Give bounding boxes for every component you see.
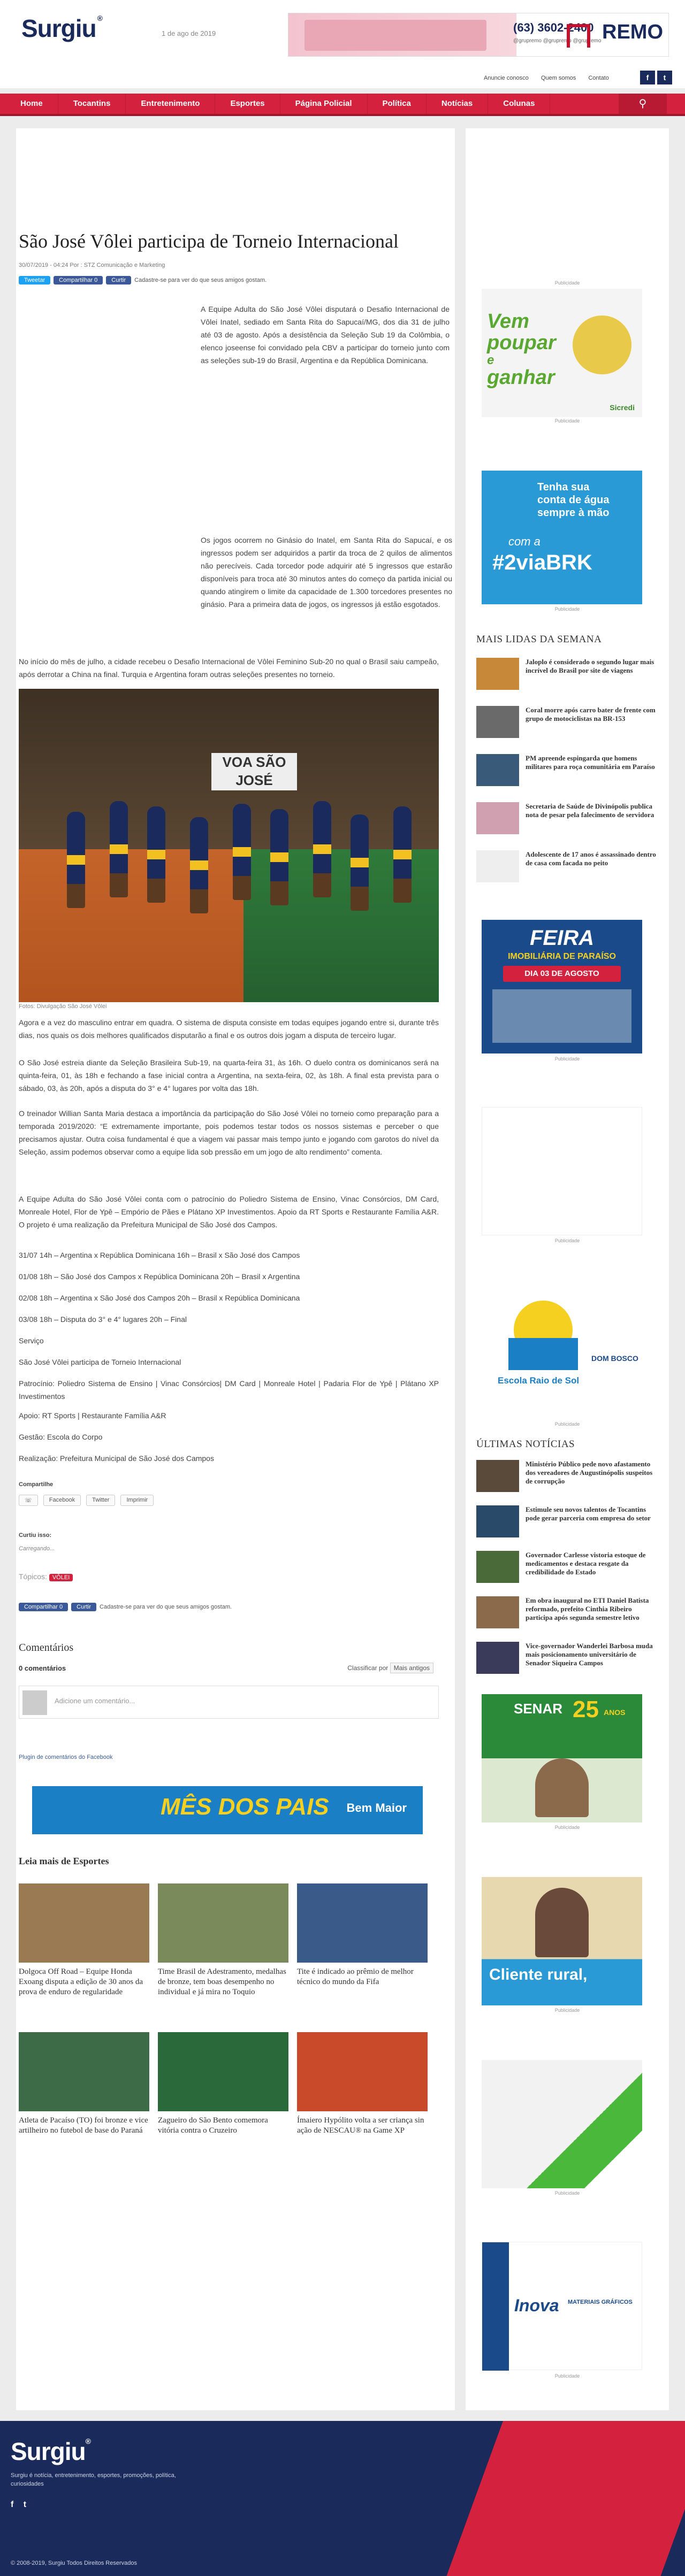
mais-lidas-text[interactable]: Secretaria de Saúde de Divinópolis publica nota de pesar pela falecimento de servidora <box>526 802 654 819</box>
pub-label: Publicidade <box>554 2008 580 2013</box>
print-button[interactable]: Imprimir <box>120 1495 154 1506</box>
ultimas-thumb <box>476 1642 519 1674</box>
topics-label: Tópicos: <box>19 1572 47 1581</box>
article-meta: 30/07/2019 - 04:24 Por : STZ Comunicação e Marketing <box>19 262 165 268</box>
patrocinio: Patrocínio: Poliedro Sistema de Ensino | Vinac Consórcios| DM Card | Monreale Hotel | Padaria Flor de Ypê | Plátano XP Investimentos <box>19 1379 439 1401</box>
cliente-rural-ad[interactable] <box>482 1877 642 2005</box>
related-card[interactable] <box>297 1883 428 1987</box>
photo-player <box>110 801 128 897</box>
article-paragraph-3: No início do mês de julho, a cidade recebeu o Desafio Internacional de Vôlei Feminino Sub-20 no qual o Brasil saiu campeão, após derrotar a China na final. Turquia e Argentina foram outras seleções presentes no torneio. <box>19 657 439 679</box>
mais-lidas-thumb <box>476 658 519 690</box>
sicredi-brand: Sicredi <box>610 403 635 412</box>
photo-player <box>233 804 251 900</box>
fb-comments-plugin[interactable]: Plugin de comentários do Facebook <box>19 1754 113 1760</box>
brk-tag: #2viaBRK <box>492 551 592 574</box>
article-paragraph-4: Agora e a vez do masculino entrar em quadra. O sistema de disputa consiste em todas equipes jogando entre si, durante três dias, nos quais os dois melhores qualificados disputarão a final e os outros dois jogam a disputa de terceiro lugar. <box>19 1018 439 1040</box>
ad-social: @grupremo @grupremo @grupremo <box>513 38 602 44</box>
fb-like-button-bottom[interactable]: Curtir <box>71 1603 96 1611</box>
ultimas-text[interactable]: Vice-governador Wanderlei Barbosa muda mais posicionamento universitário de Senador Siqueira Campos <box>526 1642 653 1667</box>
ultimas-title: ÚLTIMAS NOTÍCIAS <box>476 1439 575 1450</box>
fb-share-button[interactable]: Compartilhar 0 <box>54 276 103 284</box>
mais-lidas-text[interactable]: Jaloplo é considerado o segundo lugar mais incrível do Brasil por site de viagens <box>526 658 654 674</box>
footer-description: Surgiu é notícia, entretenimento, esportes, promoções, política, curiosidades <box>11 2472 176 2487</box>
farmer-photo <box>535 1888 589 1957</box>
article-paragraph-7: A Equipe Adulta do São José Vôlei conta com o patrocínio do Poliedro Sistema de Ensino, Vinac Consórcios, DM Card, Monreale Hotel, Flor de Ypê – Empório de Pães e Plátano XP Investimentos. Apoio da RT Sports e Restaurante Família A&R. O projeto é uma realização da Prefeitura Municipal de São José dos Campos. <box>19 1195 439 1229</box>
related-thumb <box>297 2032 428 2111</box>
mais-lidas-item[interactable] <box>476 706 658 738</box>
brk-line3: sempre à mão <box>537 507 610 519</box>
feira-ad[interactable] <box>482 920 642 1054</box>
nav-noticias[interactable]: Notícias <box>427 94 488 114</box>
sicredi-line3: e <box>487 353 494 367</box>
gestao: Gestão: Escola do Corpo <box>19 1433 103 1441</box>
ad-image <box>305 20 486 51</box>
ad-brand: REMO <box>602 21 663 43</box>
mais-lidas-thumb <box>476 802 519 834</box>
related-card[interactable] <box>19 1883 149 1997</box>
photo-player <box>147 806 165 903</box>
photo-banner: VOA SÃO JOSÉ <box>211 753 297 790</box>
mais-lidas-item[interactable] <box>476 658 658 690</box>
photo-player <box>190 817 208 913</box>
cliente-text: Cliente rural, <box>489 1966 588 1983</box>
share-bar-top <box>19 276 267 284</box>
related-card[interactable] <box>158 1883 288 1997</box>
photo-player <box>313 801 331 897</box>
share-twitter-button[interactable]: Twitter <box>86 1495 115 1506</box>
share-icons <box>19 1495 154 1506</box>
share-note: Cadastre-se para ver do que seus amigos gostam. <box>134 277 267 283</box>
footer-twitter-icon[interactable]: t <box>23 2500 27 2509</box>
servico-line: São José Vôlei participa de Torneio Internacional <box>19 1358 181 1366</box>
ultimas-item[interactable] <box>476 1596 658 1628</box>
pub-label: Publicidade <box>554 1238 580 1243</box>
related-thumb <box>158 2032 288 2111</box>
header-links <box>484 75 620 81</box>
related-card[interactable] <box>19 2032 149 2136</box>
related-thumb <box>158 1883 288 1963</box>
brk-line2: conta de água <box>537 494 610 506</box>
footer-copyright: © 2008-2019, Surgiu Todos Direitos Reservados <box>11 2560 137 2566</box>
photo-player <box>67 812 85 908</box>
brk-ad[interactable] <box>482 471 642 604</box>
comments-count: 0 comentários <box>19 1664 66 1672</box>
link-quem-somos[interactable]: Quem somos <box>541 75 576 81</box>
header-social <box>640 71 672 84</box>
related-title[interactable]: Zagueiro do São Bento comemora vitória contra o Cruzeiro <box>158 2116 268 2135</box>
related-title[interactable]: Tite é indicado ao prêmio de melhor técnico do mundo da Fifa <box>297 1967 414 1986</box>
article-photo <box>19 689 439 1002</box>
mais-lidas-text[interactable]: PM apreende espingarda que homens militares para roça comunitária em Paraíso <box>526 754 655 771</box>
pub-label: Publicidade <box>554 2190 580 2196</box>
sort-label: Classificar por <box>347 1664 389 1672</box>
related-card[interactable] <box>158 2032 288 2136</box>
ultimas-thumb <box>476 1505 519 1537</box>
brk-line4: com a <box>508 535 541 548</box>
comments-sort <box>347 1664 433 1672</box>
schedule-2: 01/08 18h – São José dos Campos x República Dominicana 20h – Brasil x Argentina <box>19 1272 300 1281</box>
inova-ad[interactable] <box>482 2242 642 2370</box>
pub-label: Publicidade <box>554 606 580 612</box>
raio-label: Escola Raio de Sol <box>498 1375 580 1386</box>
article-paragraph-5: O São José estreia diante da Seleção Brasileira Sub-19, na quarta-feira 31, às 16h. O duelo contra os dominicanos será na quinta-feira, 01, às 18h e fechando a fase inicial contra a Argentina, na sexta-feira, 02, às 18h. A final esta prevista para o sábado, 03, às 20h, após a disputa do 3° e 4° lugares por volta das 18h. <box>19 1058 439 1093</box>
brk-line1: Tenha sua <box>537 481 590 493</box>
ultimas-item[interactable] <box>476 1551 658 1583</box>
link-contato[interactable]: Contato <box>588 75 609 81</box>
footer-social <box>11 2500 34 2510</box>
inova-stripe <box>482 2242 509 2371</box>
sicredi-ad[interactable] <box>482 289 642 417</box>
comments-title: Comentários <box>19 1642 74 1654</box>
article-intro: A Equipe Adulta do São José Vôlei disputará o Desafio Internacional de Vôlei Inatel, sediado em Santa Rita do Sapucaí/MG, dos dia 31 de julho até 03 de agosto. Após a desistência da Seleção Sub 19 da Colômbia, o elenco joseense foi convidado pela CBV a participar do torneio junto com as seleções sub-19 do Brasil, Argentina e da República Dominicana. <box>201 305 450 365</box>
header <box>0 0 685 88</box>
article-title: São José Vôlei participa de Torneio Internacional <box>19 230 399 252</box>
feira-line2: IMOBILIÁRIA DE PARAÍSO <box>508 952 616 961</box>
school-icon <box>508 1338 578 1370</box>
tweet-button[interactable]: Tweetar <box>19 276 50 284</box>
mais-lidas-text[interactable]: Coral morre após carro bater de frente com grupo de motociclistas na BR-153 <box>526 706 656 722</box>
share-bar-bottom <box>19 1603 232 1611</box>
senar-sub: ANOS <box>604 1708 626 1717</box>
avatar <box>22 1690 47 1715</box>
footer-red-slab <box>446 2421 685 2576</box>
photo-player <box>270 809 288 905</box>
related-thumb <box>19 1883 149 1963</box>
sicredi-line1: Vem <box>487 310 529 333</box>
raio-de-sol-ad[interactable] <box>482 1290 642 1418</box>
pub-label: Publicidade <box>554 280 580 286</box>
nav-colunas[interactable]: Colunas <box>488 94 550 114</box>
inova-brand: Inova <box>514 2296 559 2315</box>
article-column <box>16 128 455 2410</box>
article-paragraph-2: Os jogos ocorrem no Ginásio do Inatel, em Santa Rita do Sapucaí, e os ingressos podem ser adquiridos a partir da troca de 2 quilos de alimentos não perecíveis. Cada torcedor pode adquirir até 5 ingressos que estarão disponíveis para troca até 30 minutos antes do começo da partida inicial ou quando atingirem o limite da capacidade de 1.300 torcedores presentes no ginásio. Para a primeira data de jogos, os ingressos já estão esgotados. <box>201 536 452 609</box>
senar-title: SENAR <box>514 1701 563 1717</box>
loading-text: Carregando... <box>19 1545 55 1552</box>
servico-label: Serviço <box>19 1336 44 1345</box>
ad-phone: (63) 3602-2400 <box>513 21 594 34</box>
comments-box <box>19 1664 439 1705</box>
topics <box>19 1572 73 1581</box>
comment-input[interactable] <box>19 1686 439 1719</box>
mais-lidas-item[interactable] <box>476 802 658 834</box>
mais-lidas-title: MAIS LIDAS DA SEMANA <box>476 634 602 645</box>
schedule-4: 03/08 18h – Disputa do 3° e 4° lugares 20h – Final <box>19 1315 187 1324</box>
ultimas-item[interactable] <box>476 1460 658 1492</box>
feira-houses <box>492 989 631 1043</box>
mais-lidas-thumb <box>476 706 519 738</box>
topic-tag[interactable]: VÔLEI <box>49 1574 73 1581</box>
ultimas-text[interactable]: Ministério Público pede novo afastamento dos vereadores de Augustinópolis suspeitos de corrupção <box>526 1460 653 1485</box>
share-note-bottom: Cadastre-se para ver do que seus amigos gostam. <box>100 1604 232 1610</box>
feira-line1: FEIRA <box>530 926 594 950</box>
sort-select[interactable]: Mais antigos <box>390 1663 433 1673</box>
sicredi-line4: ganhar <box>487 366 555 389</box>
senar-ad[interactable] <box>482 1694 642 1823</box>
dom-bosco: DOM BOSCO <box>591 1354 638 1363</box>
share-label: Compartilhe <box>19 1481 54 1488</box>
photo-player <box>393 806 412 903</box>
site-logo[interactable]: Surgiu ® <box>21 14 102 42</box>
house-icon <box>567 24 590 48</box>
ultimas-thumb <box>476 1460 519 1492</box>
pub-label: Publicidade <box>554 1825 580 1830</box>
related-title[interactable]: Ímaiero Hypólito volta a ser criança sin ação de NESCAU® na Game XP <box>297 2116 424 2135</box>
apoio: Apoio: RT Sports | Restaurante Família A&R <box>19 1411 166 1420</box>
ultimas-item[interactable] <box>476 1642 658 1674</box>
ultimas-text[interactable]: Governador Carlesse vistoria estoque de medicamentos e destaca resgate da credibilidade do Estado <box>526 1551 646 1576</box>
header-date: 1 de ago de 2019 <box>162 29 216 37</box>
fb-like-button[interactable]: Curtir <box>106 276 131 284</box>
ultimas-thumb <box>476 1596 519 1628</box>
blank-ad[interactable] <box>482 1107 642 1235</box>
farmer-illustration <box>535 1758 589 1817</box>
mais-lidas-item[interactable] <box>476 850 658 882</box>
facebook-icon[interactable]: f <box>640 71 655 84</box>
ultimas-text[interactable]: Estimule seu novos talentos de Tocantins pode gerar parceria com empresa do setor <box>526 1505 651 1522</box>
sidebar <box>466 128 669 2410</box>
main-nav <box>0 94 685 116</box>
maes-banner-brand: Bem Maior <box>346 1801 407 1814</box>
maes-banner-text: MÊS DOS PAIS <box>161 1794 329 1820</box>
related-card[interactable] <box>297 2032 428 2136</box>
related-thumb <box>19 2032 149 2111</box>
related-thumb <box>297 1883 428 1963</box>
inova-tag: MATERIAIS GRÁFICOS <box>568 2299 633 2305</box>
pub-label: Publicidade <box>554 2373 580 2379</box>
top-ad-banner[interactable] <box>288 13 669 57</box>
related-title[interactable]: Atleta de Pacaíso (TO) foi bronze e vice artilheiro no futebol de base do Paraná <box>19 2116 148 2135</box>
photo-caption: Fotos: Divulgação São José Vôlei <box>19 1003 107 1010</box>
comment-placeholder: Adicione um comentário... <box>55 1697 135 1705</box>
whatsapp-icon[interactable]: ☏ <box>19 1495 38 1506</box>
ultimas-item[interactable] <box>476 1505 658 1537</box>
pub-label: Publicidade <box>554 418 580 424</box>
intro-image <box>19 303 191 526</box>
pub-label: Publicidade <box>554 1421 580 1427</box>
footer-logo[interactable]: Surgiu® <box>11 2437 90 2465</box>
nav-home[interactable]: Home <box>5 94 58 114</box>
senar-years: 25 <box>573 1696 599 1723</box>
link-anuncie[interactable]: Anuncie conosco <box>484 75 529 81</box>
share-facebook-button[interactable]: Facebook <box>43 1495 81 1506</box>
related-title[interactable]: Dolgoca Off Road – Equipe Honda Exoang disputa a edição de 30 anos da prova de enduro de regularidade <box>19 1967 143 1996</box>
search-icon[interactable]: ⚲ <box>619 94 667 114</box>
nav-politica[interactable]: Política <box>368 94 427 114</box>
realizacao: Realização: Prefeitura Municipal de São José dos Campos <box>19 1454 214 1463</box>
schedule-1: 31/07 14h – Argentina x República Dominicana 16h – Brasil x São José dos Campos <box>19 1251 300 1259</box>
photo-player <box>351 814 369 911</box>
nav-pagina-policial[interactable]: Página Policial <box>280 94 368 114</box>
more-title: Leia mais de Esportes <box>19 1856 109 1866</box>
maes-banner[interactable] <box>32 1786 423 1834</box>
ultimas-thumb <box>476 1551 519 1583</box>
footer <box>0 2421 685 2576</box>
mais-lidas-item[interactable] <box>476 754 658 786</box>
mais-lidas-thumb <box>476 850 519 882</box>
twitter-icon[interactable]: t <box>657 71 672 84</box>
schedule-3: 02/08 18h – Argentina x São José dos Campos 20h – Brasil x República Dominicana <box>19 1294 300 1302</box>
nav-esportes[interactable]: Esportes <box>215 94 280 114</box>
mais-lidas-text[interactable]: Adolescente de 17 anos é assassinado dentro de casa com facada no peito <box>526 850 656 867</box>
green-ad[interactable] <box>482 2060 642 2188</box>
pub-label: Publicidade <box>554 1056 580 1062</box>
footer-facebook-icon[interactable]: f <box>11 2500 14 2509</box>
feira-date: DIA 03 DE AGOSTO <box>503 966 621 982</box>
related-title[interactable]: Time Brasil de Adestramento, medalhas de bronze, tem boas desempenho no individual e já mira no Toquio <box>158 1967 286 1996</box>
coin-icon <box>573 316 631 374</box>
sicredi-line2: poupar <box>487 332 556 354</box>
ultimas-text[interactable]: Em obra inaugural no ETI Daniel Batista reformado, prefeito Cinthia Ribeiro participa após segunda semestre letivo <box>526 1596 649 1621</box>
nav-tocantins[interactable]: Tocantins <box>58 94 126 114</box>
article-paragraph-6: O treinador Willian Santa Maria destaca a importância da participação do São José Vôlei no torneio como preparação para a temporada 2019/2020: “E extremamente importante, pois podemos testar todos os nossos sistemas e perceber o que precisamos ajustar. Outra coisa fundamental é que a viagem vai passar mais tempo junto e jogando com garotos do nível da Seleção, assim podemos observar como a equipe lida sob pressão em um jogo de alto rendimento” comenta. <box>19 1109 439 1156</box>
fb-share-button-bottom[interactable]: Compartilhar 0 <box>19 1603 68 1611</box>
mais-lidas-thumb <box>476 754 519 786</box>
nav-entretenimento[interactable]: Entretenimento <box>126 94 215 114</box>
likes-label: Curtiu isso: <box>19 1532 52 1539</box>
